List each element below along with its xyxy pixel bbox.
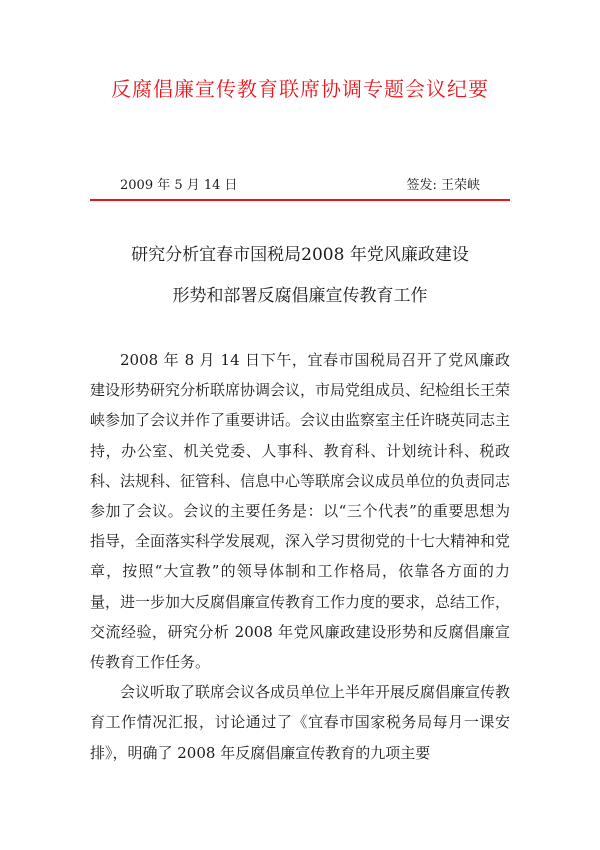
signer: 签发: 王荣峡	[406, 178, 480, 193]
article-subtitle-line2: 形势和部署反腐倡廉宣传教育工作	[172, 286, 428, 306]
document-meta	[120, 176, 480, 196]
document-title: 反腐倡廉宣传教育联席协调专题会议纪要	[111, 77, 489, 101]
article-subtitle-line1: 研究分析宜春市国税局2008 年党风廉政建设	[131, 245, 469, 265]
paragraph: 会议听取了联席会议各成员单位上半年开展反腐倡廉宣传教育工作情况汇报，讨论通过了《宜春市国家税务局每月一课安排》，明确了 2008 年反腐倡廉宣传教育的九项主要	[90, 683, 511, 762]
issue-date: 2009 年 5 月 14 日	[120, 178, 238, 193]
paragraph: 2008 年 8 月 14 日下午，宜春市国税局召开了党风廉政建设形势研究分析联席协调会议，市局党组成员、纪检组长王荣峡参加了会议并作了重要讲话。会议由监察室主任许晓英同志主持，办公室、机关党委、人事科、教育科、计划统计科、税政科、法规科、征管科、信息中心等联席会议成员单位的负责同志参加了会议。会议的主要任务是：以“三个代表”的重要思想为指导，全面落实科学发展观，深入学习贯彻党的十七大精神和党章，按照“大宣教”的领导体制和工作格局，依靠各方面的力量，进一步加大反腐倡廉宣传教育工作力度的要求，总结工作，交流经验，研究分析 2008 年党风廉政建设形势和反腐倡廉宣传教育工作任务。	[90, 351, 511, 672]
article-body	[90, 345, 510, 768]
red-divider	[90, 199, 510, 201]
